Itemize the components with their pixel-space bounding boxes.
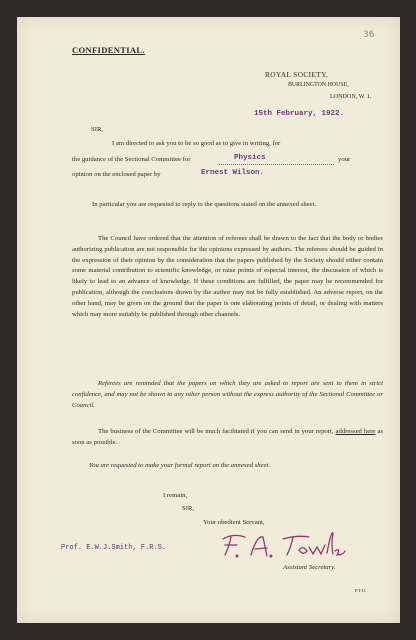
pto-note: P.T.O. bbox=[355, 588, 367, 593]
closing-remain: I remain, bbox=[163, 492, 188, 499]
salutation: SIR, bbox=[91, 126, 104, 133]
council-paragraph: The Council have ordered that the attention of referees shall be drawn to the fact that the body or bodies authorizing publication are not responsible for the opinions expressed by authors. The referees should be guided in the expression of their opinion by the consideration that the papers published by the Society should either contain some material contribution to scientific knowledge, or raise points of especial interest, the discussion of which is likely to lead to an advance of knowledge. If these conditions are fulfilled, the paper may be recommended for publication, although the conclusions drawn by the author may not be fully established. An adverse report, on the other hand, may be given on the ground that the paper is one elaborating points of detail, or dealing with matters which may more suitably be published through other channels. bbox=[72, 235, 383, 318]
committee-line-prefix: the guidance of the Sectional Committee for bbox=[72, 156, 191, 163]
pencil-page-number: 36 bbox=[363, 30, 375, 40]
business-paragraph bbox=[72, 427, 383, 449]
instructions-paragraph: In particular you are requested to reply to the questions stated on the annexed sheet. bbox=[92, 201, 317, 208]
confidentiality-paragraph: Referees are reminded that the papers on which they are asked to report are sent to them in strict confidence, and may not be shown to any other person without the express authority of the Sectional Committee or Council. bbox=[72, 380, 383, 409]
letter-date: 15th February, 1922. bbox=[254, 110, 345, 118]
confidential-heading: CONFIDENTIAL. bbox=[72, 45, 145, 55]
signatory-title: Assistant Secretary. bbox=[283, 564, 336, 571]
opening-line: I am directed to ask you to be so good as to give in writing, for bbox=[112, 140, 281, 147]
address-line-2: LONDON, W. 1. bbox=[330, 94, 372, 100]
author-line-prefix: opinion on the enclosed paper by bbox=[72, 171, 161, 178]
addressed-here-text: addressed here bbox=[335, 428, 376, 435]
business-text-b: as soon as possible. bbox=[72, 428, 383, 446]
address-line-1: BURLINGTON HOUSE, bbox=[288, 82, 349, 88]
committee-fill-line bbox=[219, 164, 334, 165]
recipient-name: Prof. E.W.J.Smith, F.R.S. bbox=[61, 544, 167, 552]
closing-sir: SIR, bbox=[182, 505, 195, 512]
author-name: Ernest Wilson. bbox=[201, 169, 265, 177]
committee-line-suffix: your bbox=[338, 156, 351, 163]
committee-name: Physics bbox=[234, 154, 266, 162]
closing-servant: Your obedient Servant, bbox=[203, 519, 265, 526]
business-text-a: The business of the Committee will be much facilitated if you can send in your report, bbox=[98, 428, 334, 435]
letter-page bbox=[17, 17, 400, 623]
signature bbox=[217, 525, 347, 565]
org-name: ROYAL SOCIETY, bbox=[265, 70, 329, 79]
formal-report-note: You are requested to make your formal report on the annexed sheet. bbox=[89, 462, 271, 469]
